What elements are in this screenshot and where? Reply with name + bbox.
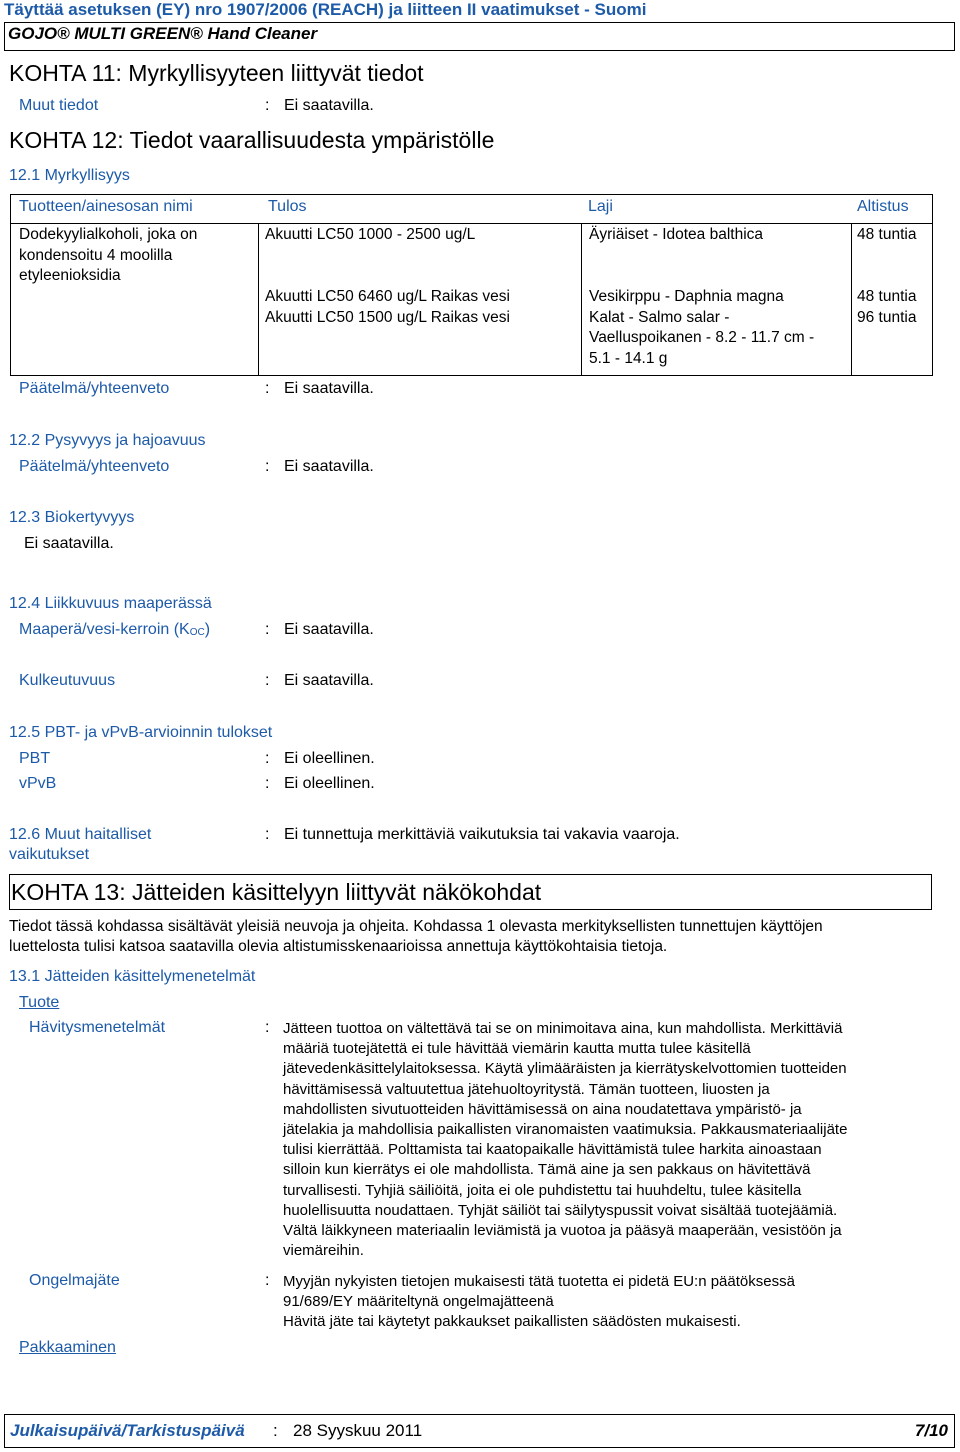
koc-label: Maaperä/vesi-kerroin $(K_{OC})$ [19,621,211,638]
mobility-subheading: 12.4 Liikkuvuus maaperässä [9,595,212,612]
product-name: GOJO® MULTI GREEN® Hand Cleaner [8,24,318,43]
table-header-name: Tuotteen/ainesosan nimi [19,198,193,215]
section-11-heading: KOHTA 11: Myrkyllisyyteen liittyvät tiedot [9,60,424,86]
packaging-label: Pakkaaminen [19,1339,116,1356]
persistence-conclusion-label: Päätelmä/yhteenveto [19,458,170,475]
separator: : [265,458,270,475]
separator: : [265,380,270,397]
other-effects-label: 12.6 Muut haitalliset [9,826,152,843]
text-line: Jätteen tuottoa on vältettävä tai se on minimoitava aina, kun mahdollista. Merkittäviä [283,1020,843,1037]
section-12-heading: KOHTA 12: Tiedot vaarallisuudesta ympäristölle [9,127,495,153]
vpvb-label: vPvB [19,775,57,792]
text-line: mahdollisten sivutuotteiden hävittämisessä on aina noudatettava ympäristö- ja [283,1100,802,1118]
separator: : [265,621,270,638]
separator: : [265,775,270,792]
section-13-intro: Tiedot tässä kohdassa sisältävät yleisiä neuvoja ja ohjeita. Kohdassa 1 olevasta merkityksellisten tunnettujen käyttöjen [9,918,823,935]
text-line: 91/689/EY määriteltynä ongelmajätteenä [283,1293,554,1311]
text-line: hävittämisessä valtuutettua jätehuoltoyritystä. Tämän tuotteen, liuosten ja [283,1080,770,1098]
text-line: Hävitä jäte tai käytetyt pakkaukset paikallisten säädösten mukaisesti. [283,1313,741,1331]
separator: : [265,750,270,767]
section-13-heading: KOHTA 13: Jätteiden käsittelyyn liittyvät näkökohdat [11,879,542,905]
separator: : [265,1019,270,1036]
table-header-exposure: Altistus [857,198,909,215]
footer-date-label: Julkaisupäivä/Tarkistuspäivä [10,1421,245,1440]
text-line: tulisi kierrättää. Polttamista tai kaatopaikalle hävittämistä tulee harkita ainoastaan [283,1141,822,1159]
table-header-result: Tulos [268,198,307,215]
text-line: turvallisesti. Tyhjiä säiliöitä, joita ei ole puhdistettu tai huuhdeltu, tulee käsitella [283,1181,802,1199]
bioaccumulation-value: Ei saatavilla. [24,535,114,552]
text-line: viemäreihin. [283,1242,364,1260]
text-line: Myyjän nykyisten tietojen mukaisesti tätä tuotetta ei pidetä EU:n päätöksessä [283,1273,795,1290]
table-cell-species: Vesikirppu - Daphnia magna [589,288,784,305]
table-cell-result: Akuutti LC50 1000 - 2500 ug/L [265,226,476,243]
table-cell-exposure: 48 tuntia [857,226,917,243]
pbt-subheading: 12.5 PBT- ja vPvB-arvioinnin tulokset [9,724,273,741]
toxicity-conclusion-label: Päätelmä/yhteenveto [19,380,170,397]
other-effects-label-cont: vaikutukset [9,846,90,863]
table-cell-species: Äyriäiset - Idotea balthica [589,226,764,243]
pbt-value: Ei oleellinen. [284,750,375,767]
pbt-label: PBT [19,750,51,767]
disposal-methods-text [283,1019,953,1261]
separator: : [273,1421,278,1440]
hazardous-waste-text [283,1272,953,1333]
text-line: jätelakia ja mahdollisia paikallisten viranomaisten vaatimuksia. Pakkausmateriaalijäte [283,1121,848,1139]
regulation-title: Täyttää asetuksen (EY) nro 1907/2006 (REACH) ja liitteen II vaatimukset - Suomi [4,0,647,19]
text-line: Vältä läikkyneen materiaalin leviämistä ja vuotoa ja pääsyä maaperään, vesistöön ja [283,1222,842,1240]
bioaccumulation-subheading: 12.3 Biokertyvyys [9,509,135,526]
vpvb-value: Ei oleellinen. [284,775,375,792]
separator: : [265,672,270,689]
text-line: jätevedenkäsittelylaitoksessa. Käytä ylimääräisten ja kierrätyskelvottomien tuotteiden [283,1060,847,1078]
text-line: määriä tuotejätettä ei tule hävittää viemärin kautta mutta tulee käsitellä [283,1040,751,1058]
hazardous-waste-label: Ongelmajäte [29,1272,120,1289]
separator: : [265,1272,270,1289]
koc-value: Ei saatavilla. [284,621,374,638]
table-cell-substance: Dodekyylialkoholi, joka on kondensoitu 4 moolilla etyleenioksidia [19,226,198,284]
footer-date-value: 28 Syyskuu 2011 [293,1421,423,1440]
table-cell-species: Kalat - Salmo salar - Vaelluspoikanen - 8.2 - 11.7 cm - 5.1 - 14.1 g [589,308,815,367]
toxicity-conclusion-value: Ei saatavilla. [284,380,374,397]
page-number: 7/10 [914,1421,948,1440]
table-header-species: Laji [588,198,613,215]
disposal-methods-label: Hävitysmenetelmät [29,1019,166,1036]
other-effects-value: Ei tunnettuja merkittäviä vaikutuksia tai vakavia vaaroja. [284,826,680,843]
other-info-value: Ei saatavilla. [284,97,374,114]
other-info-label: Muut tiedot [19,97,99,114]
mobility-label: Kulkeutuvuus [19,672,116,689]
text-line: silloin kun kierrätys ei ole mahdollista. Tämä aine ja sen pakkaus on hävitettävä [283,1161,811,1179]
text-line: huolellisuutta noudattaen. Tyhjät säiliöt tai säilytyspussit voivat sisältää tuotejäämiä. [283,1201,838,1219]
mobility-value: Ei saatavilla. [284,672,374,689]
table-cell-exposure: 48 tuntia [857,288,917,305]
section-13-intro-cont: luettelosta tulisi katsoa saatavilla olevia altistumisskenaarioissa annettuja käyttökohtaisia tietoja. [9,938,668,955]
toxicity-subheading: 12.1 Myrkyllisyys [9,167,130,184]
persistence-conclusion-value: Ei saatavilla. [284,458,374,475]
table-cell-result: Akuutti LC50 6460 ug/L Raikas vesi [265,288,510,305]
table-cell-exposure: 96 tuntia [857,308,917,326]
separator: : [265,826,270,843]
separator: : [265,97,270,114]
disposal-subheading: 13.1 Jätteiden käsittelymenetelmät [9,968,256,985]
product-label: Tuote [19,994,60,1011]
persistence-subheading: 12.2 Pysyvyys ja hajoavuus [9,432,206,449]
table-cell-result: Akuutti LC50 1500 ug/L Raikas vesi [265,308,510,326]
